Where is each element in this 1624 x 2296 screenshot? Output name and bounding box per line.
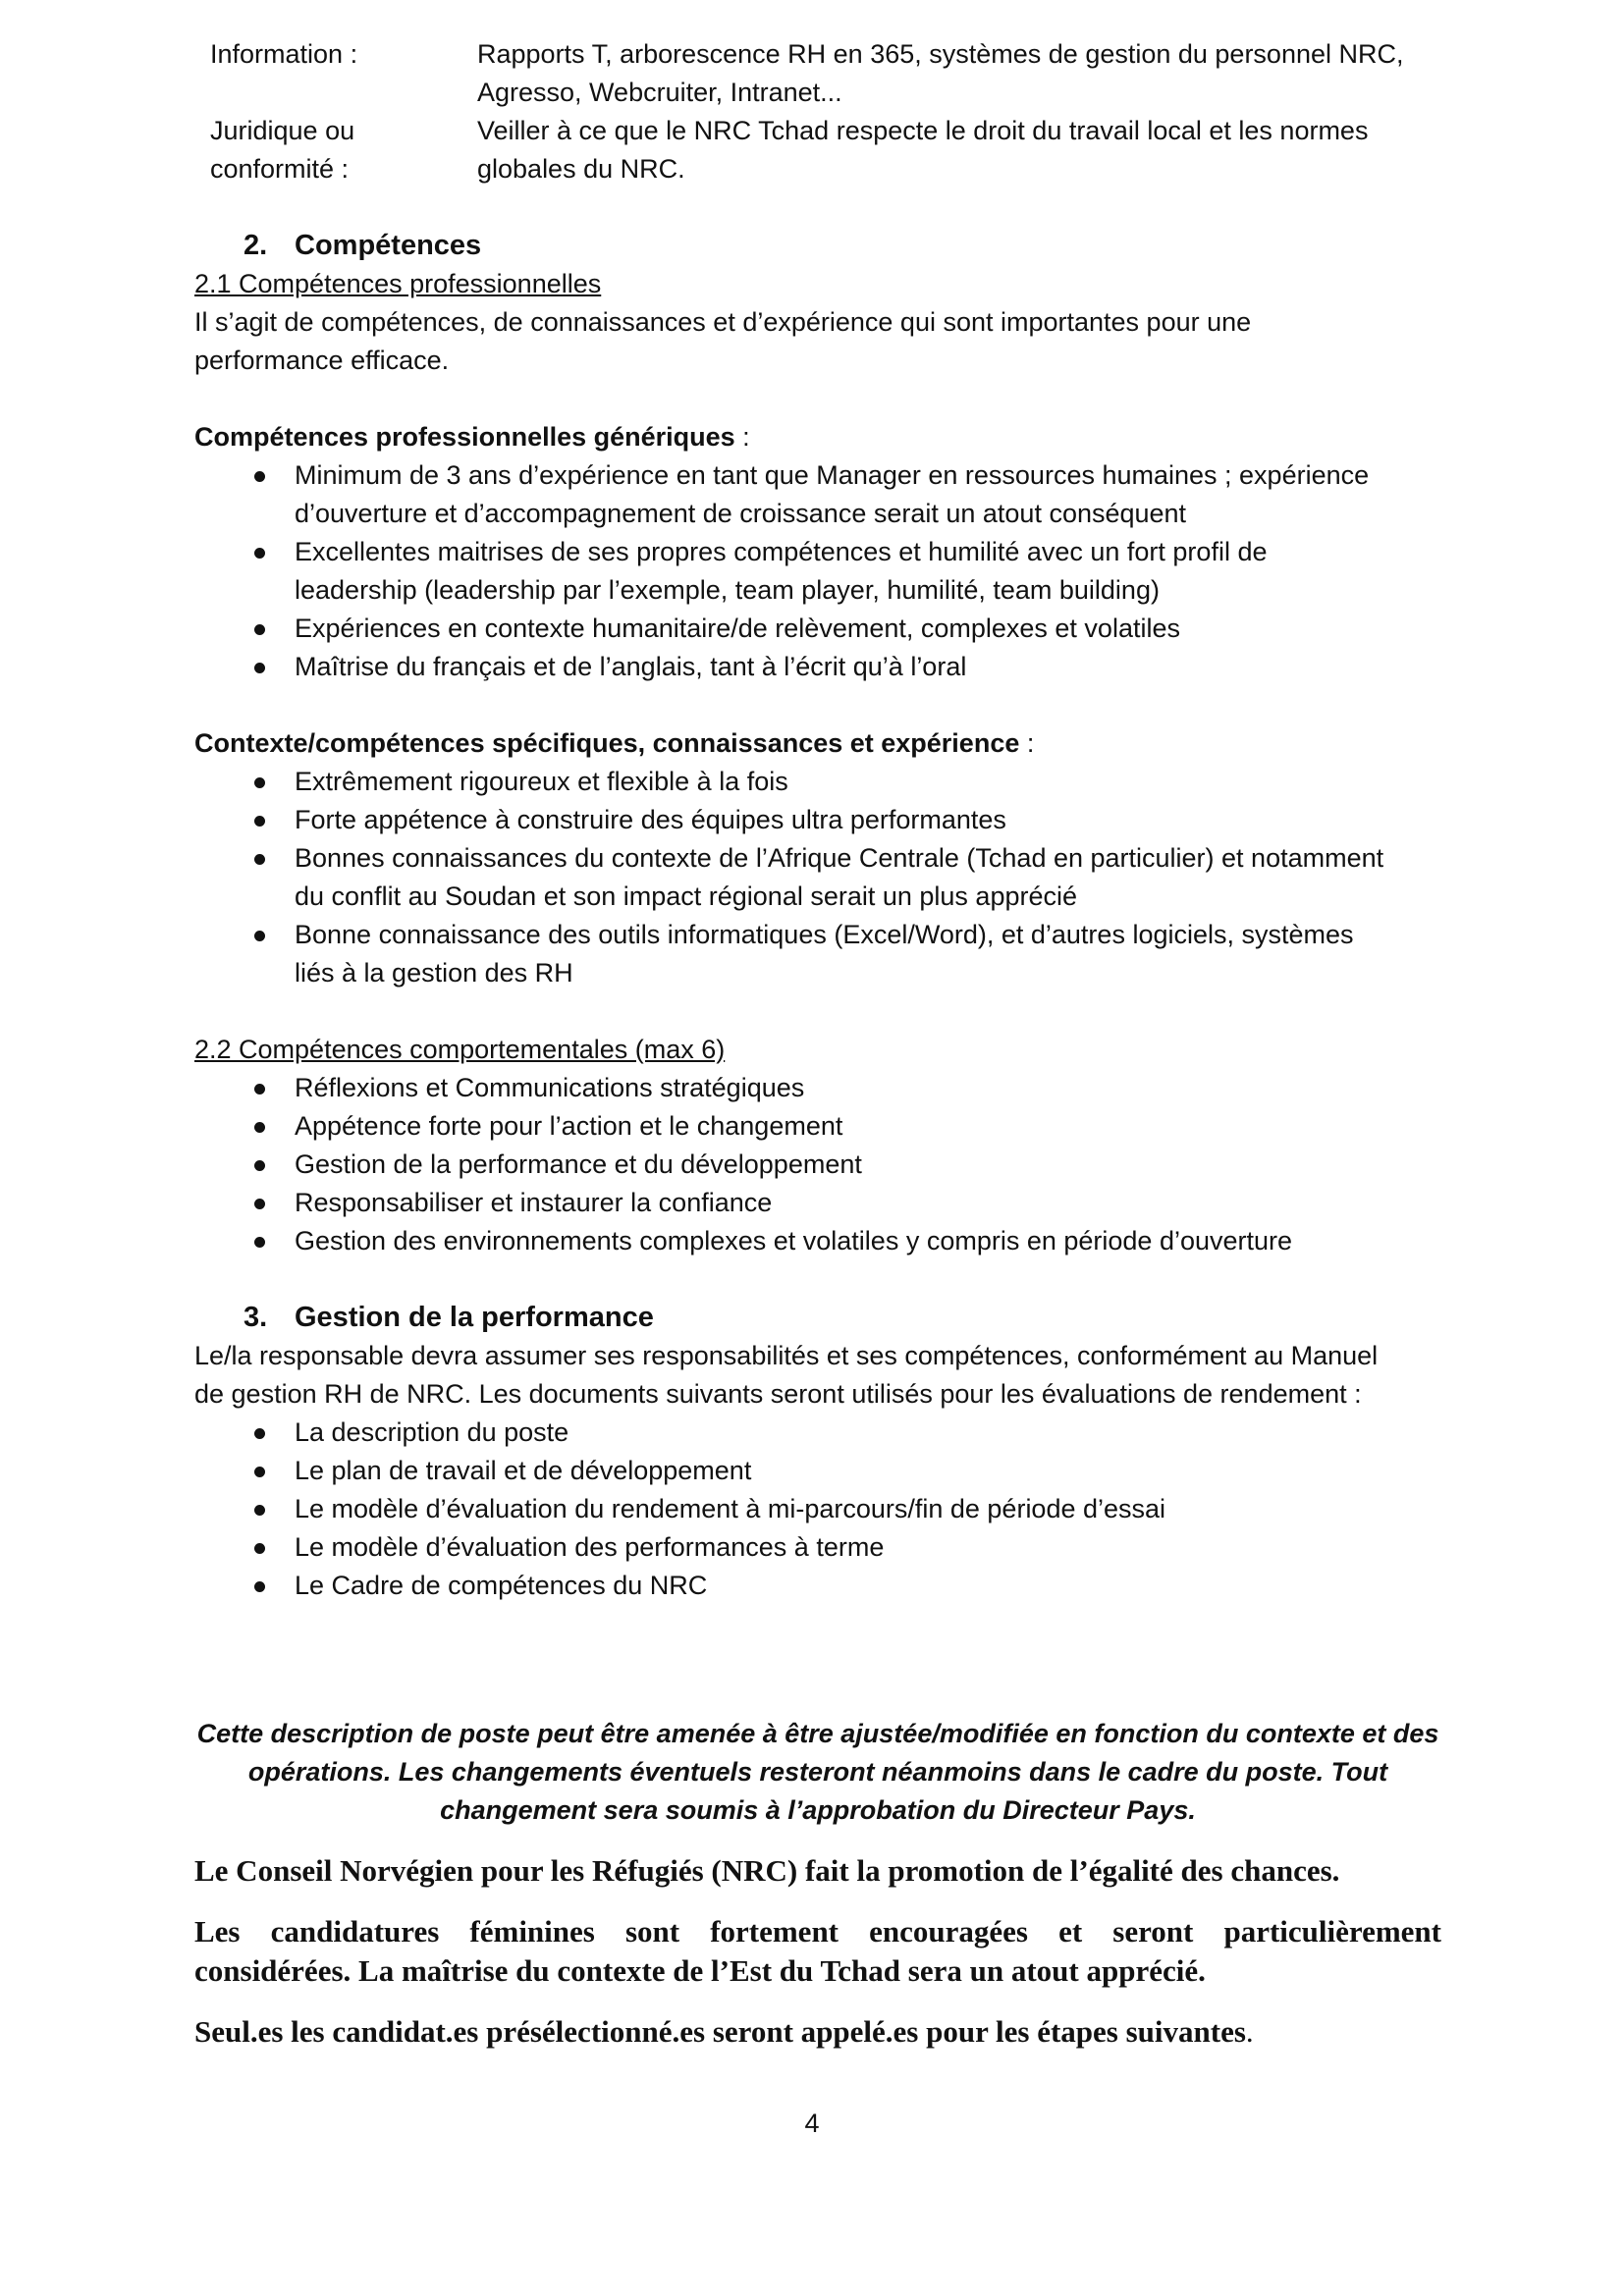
text-line: liés à la gestion des RH (295, 958, 573, 988)
section-title: Compétences (295, 230, 482, 261)
text-line: d’ouverture et d’accompagnement de croissance serait un atout conséquent (295, 499, 1187, 528)
bullet-icon (254, 548, 265, 559)
list-item (194, 1414, 1441, 1452)
info-label: Information : (210, 39, 358, 69)
text-line: Maîtrise du français et de l’anglais, tant à l’écrit qu’à l’oral (295, 652, 967, 681)
text-line: Seul.es les candidat.es présélectionné.es seront appelé.es pour les étapes suivantes (194, 2014, 1246, 2049)
document-page (194, 35, 1441, 2052)
info-value-line: globales du NRC. (477, 154, 685, 184)
text-line: Les candidatures féminines sont fortement encouragées et seront particulièrement (194, 1914, 1441, 1949)
bullet-icon (254, 816, 265, 827)
text-line: Extrêmement rigoureux et flexible à la fois (295, 767, 788, 796)
list-item (194, 1490, 1441, 1528)
section-number: 2. (244, 230, 268, 261)
bullet-icon (254, 1543, 265, 1554)
subsection-title-professional: 2.1 Compétences professionnelles (194, 269, 602, 298)
list-item (194, 1107, 1441, 1146)
performance-intro (194, 1337, 1441, 1414)
text-line: Expériences en contexte humanitaire/de relèvement, complexes et volatiles (295, 614, 1180, 643)
list-item (194, 1528, 1441, 1567)
list-item (194, 1567, 1441, 1605)
info-value-line: Rapports T, arborescence RH en 365, systèmes de gestion du personnel NRC, (477, 39, 1404, 69)
text-line: Appétence forte pour l’action et le changement (295, 1111, 843, 1141)
bullet-icon (254, 1084, 265, 1095)
section-number: 3. (244, 1302, 268, 1333)
text-line: de gestion RH de NRC. Les documents suivants seront utilisés pour les évaluations de rendement : (194, 1379, 1362, 1409)
list-item (194, 648, 1441, 686)
disclaimer-note (194, 1715, 1441, 1830)
info-row-juridique (194, 112, 1441, 188)
performance-list (194, 1414, 1441, 1605)
text-line: Bonnes connaissances du contexte de l’Afrique Centrale (Tchad en particulier) et notamment (295, 843, 1384, 873)
text-line: Bonne connaissance des outils informatiques (Excel/Word), et d’autres logiciels, systèmes (295, 920, 1354, 949)
list-item (194, 1069, 1441, 1107)
text-line: Gestion de la performance et du développement (295, 1149, 862, 1179)
specific-heading-text: Contexte/compétences spécifiques, connaissances et expérience (194, 728, 1020, 758)
section-heading-performance (194, 1298, 1441, 1337)
text-line: Excellentes maitrises de ses propres compétences et humilité avec un fort profil de (295, 537, 1268, 566)
bullet-icon (254, 1122, 265, 1133)
bullet-icon (254, 1581, 265, 1592)
intro-paragraph (194, 303, 1441, 380)
page-number: 4 (804, 2109, 820, 2138)
bullet-icon (254, 854, 265, 865)
bullet-icon (254, 663, 265, 673)
text-line: leadership (leadership par l’exemple, team player, humilité, team building) (295, 575, 1160, 605)
text-line: considérées. La maîtrise du contexte de l’Est du Tchad sera un atout apprécié. (194, 1953, 1206, 1988)
subsection-title-behavioral: 2.2 Compétences comportementales (max 6) (194, 1035, 726, 1064)
text-line: La description du poste (295, 1417, 569, 1447)
generic-heading (194, 418, 1441, 456)
text-line: Le plan de travail et de développement (295, 1456, 752, 1485)
info-row-information (194, 35, 1441, 112)
text-line: Minimum de 3 ans d’expérience en tant que Manager en ressources humaines ; expérience (295, 460, 1370, 490)
bullet-icon (254, 1467, 265, 1477)
generic-list (194, 456, 1441, 686)
generic-heading-text: Compétences professionnelles génériques (194, 422, 735, 452)
text-line: Forte appétence à construire des équipes ultra performantes (295, 805, 1006, 834)
text-line: Il s’agit de compétences, de connaissances et d’expérience qui sont importantes pour une (194, 307, 1252, 337)
bullet-icon (254, 931, 265, 941)
section-title: Gestion de la performance (295, 1302, 654, 1333)
list-item (194, 1184, 1441, 1222)
info-value (477, 35, 1441, 112)
section-heading-competences (194, 226, 1441, 265)
list-item (194, 916, 1441, 992)
info-label-line: conformité : (210, 154, 350, 184)
bullet-icon (254, 1237, 265, 1248)
info-value (477, 112, 1441, 188)
text-line: Le/la responsable devra assumer ses responsabilités et ses compétences, conformément au Manuel (194, 1341, 1379, 1370)
list-item (194, 801, 1441, 839)
heading-suffix: : (734, 422, 750, 452)
text-line: Le modèle d’évaluation du rendement à mi-parcours/fin de période d’essai (295, 1494, 1166, 1523)
bullet-icon (254, 1160, 265, 1171)
specific-heading (194, 724, 1441, 763)
text-line: Responsabiliser et instaurer la confiance (295, 1188, 773, 1217)
bullet-icon (254, 1428, 265, 1439)
women-statement (194, 1912, 1441, 1991)
text-line: Gestion des environnements complexes et volatiles y compris en période d’ouverture (295, 1226, 1293, 1255)
list-item (194, 1452, 1441, 1490)
list-item (194, 610, 1441, 648)
text-line: du conflit au Soudan et son impact régional serait un plus apprécié (295, 881, 1078, 911)
specific-list (194, 763, 1441, 992)
list-item (194, 456, 1441, 533)
bullet-icon (254, 624, 265, 635)
bullet-icon (254, 1505, 265, 1516)
text-line: performance efficace. (194, 346, 450, 375)
list-item (194, 839, 1441, 916)
bullet-icon (254, 777, 265, 788)
text-period: . (1245, 2014, 1254, 2049)
list-item (194, 1146, 1441, 1184)
bullet-icon (254, 1199, 265, 1209)
equality-statement: Le Conseil Norvégien pour les Réfugiés (NRC) fait la promotion de l’égalité des chances. (194, 1853, 1340, 1888)
info-value-line: Veiller à ce que le NRC Tchad respecte le droit du travail local et les normes (477, 116, 1369, 145)
list-item (194, 763, 1441, 801)
list-item (194, 1222, 1441, 1260)
list-item (194, 533, 1441, 610)
text-line: Cette description de poste peut être amenée à être ajustée/modifiée en fonction du contexte et des (196, 1719, 1439, 1748)
heading-suffix: : (1019, 728, 1035, 758)
info-label (194, 112, 477, 188)
text-line: Le Cadre de compétences du NRC (295, 1571, 708, 1600)
info-value-line: Agresso, Webcruiter, Intranet... (477, 78, 842, 107)
text-line: changement sera soumis à l’approbation du Directeur Pays. (440, 1795, 1196, 1825)
text-line: opérations. Les changements éventuels resteront néanmoins dans le cadre du poste. Tout (247, 1757, 1388, 1787)
behavioral-list (194, 1069, 1441, 1260)
info-label-line: Juridique ou (210, 116, 355, 145)
bullet-icon (254, 471, 265, 482)
text-line: Réflexions et Communications stratégiques (295, 1073, 805, 1102)
shortlist-statement (194, 2012, 1441, 2052)
text-line: Le modèle d’évaluation des performances à terme (295, 1532, 885, 1562)
